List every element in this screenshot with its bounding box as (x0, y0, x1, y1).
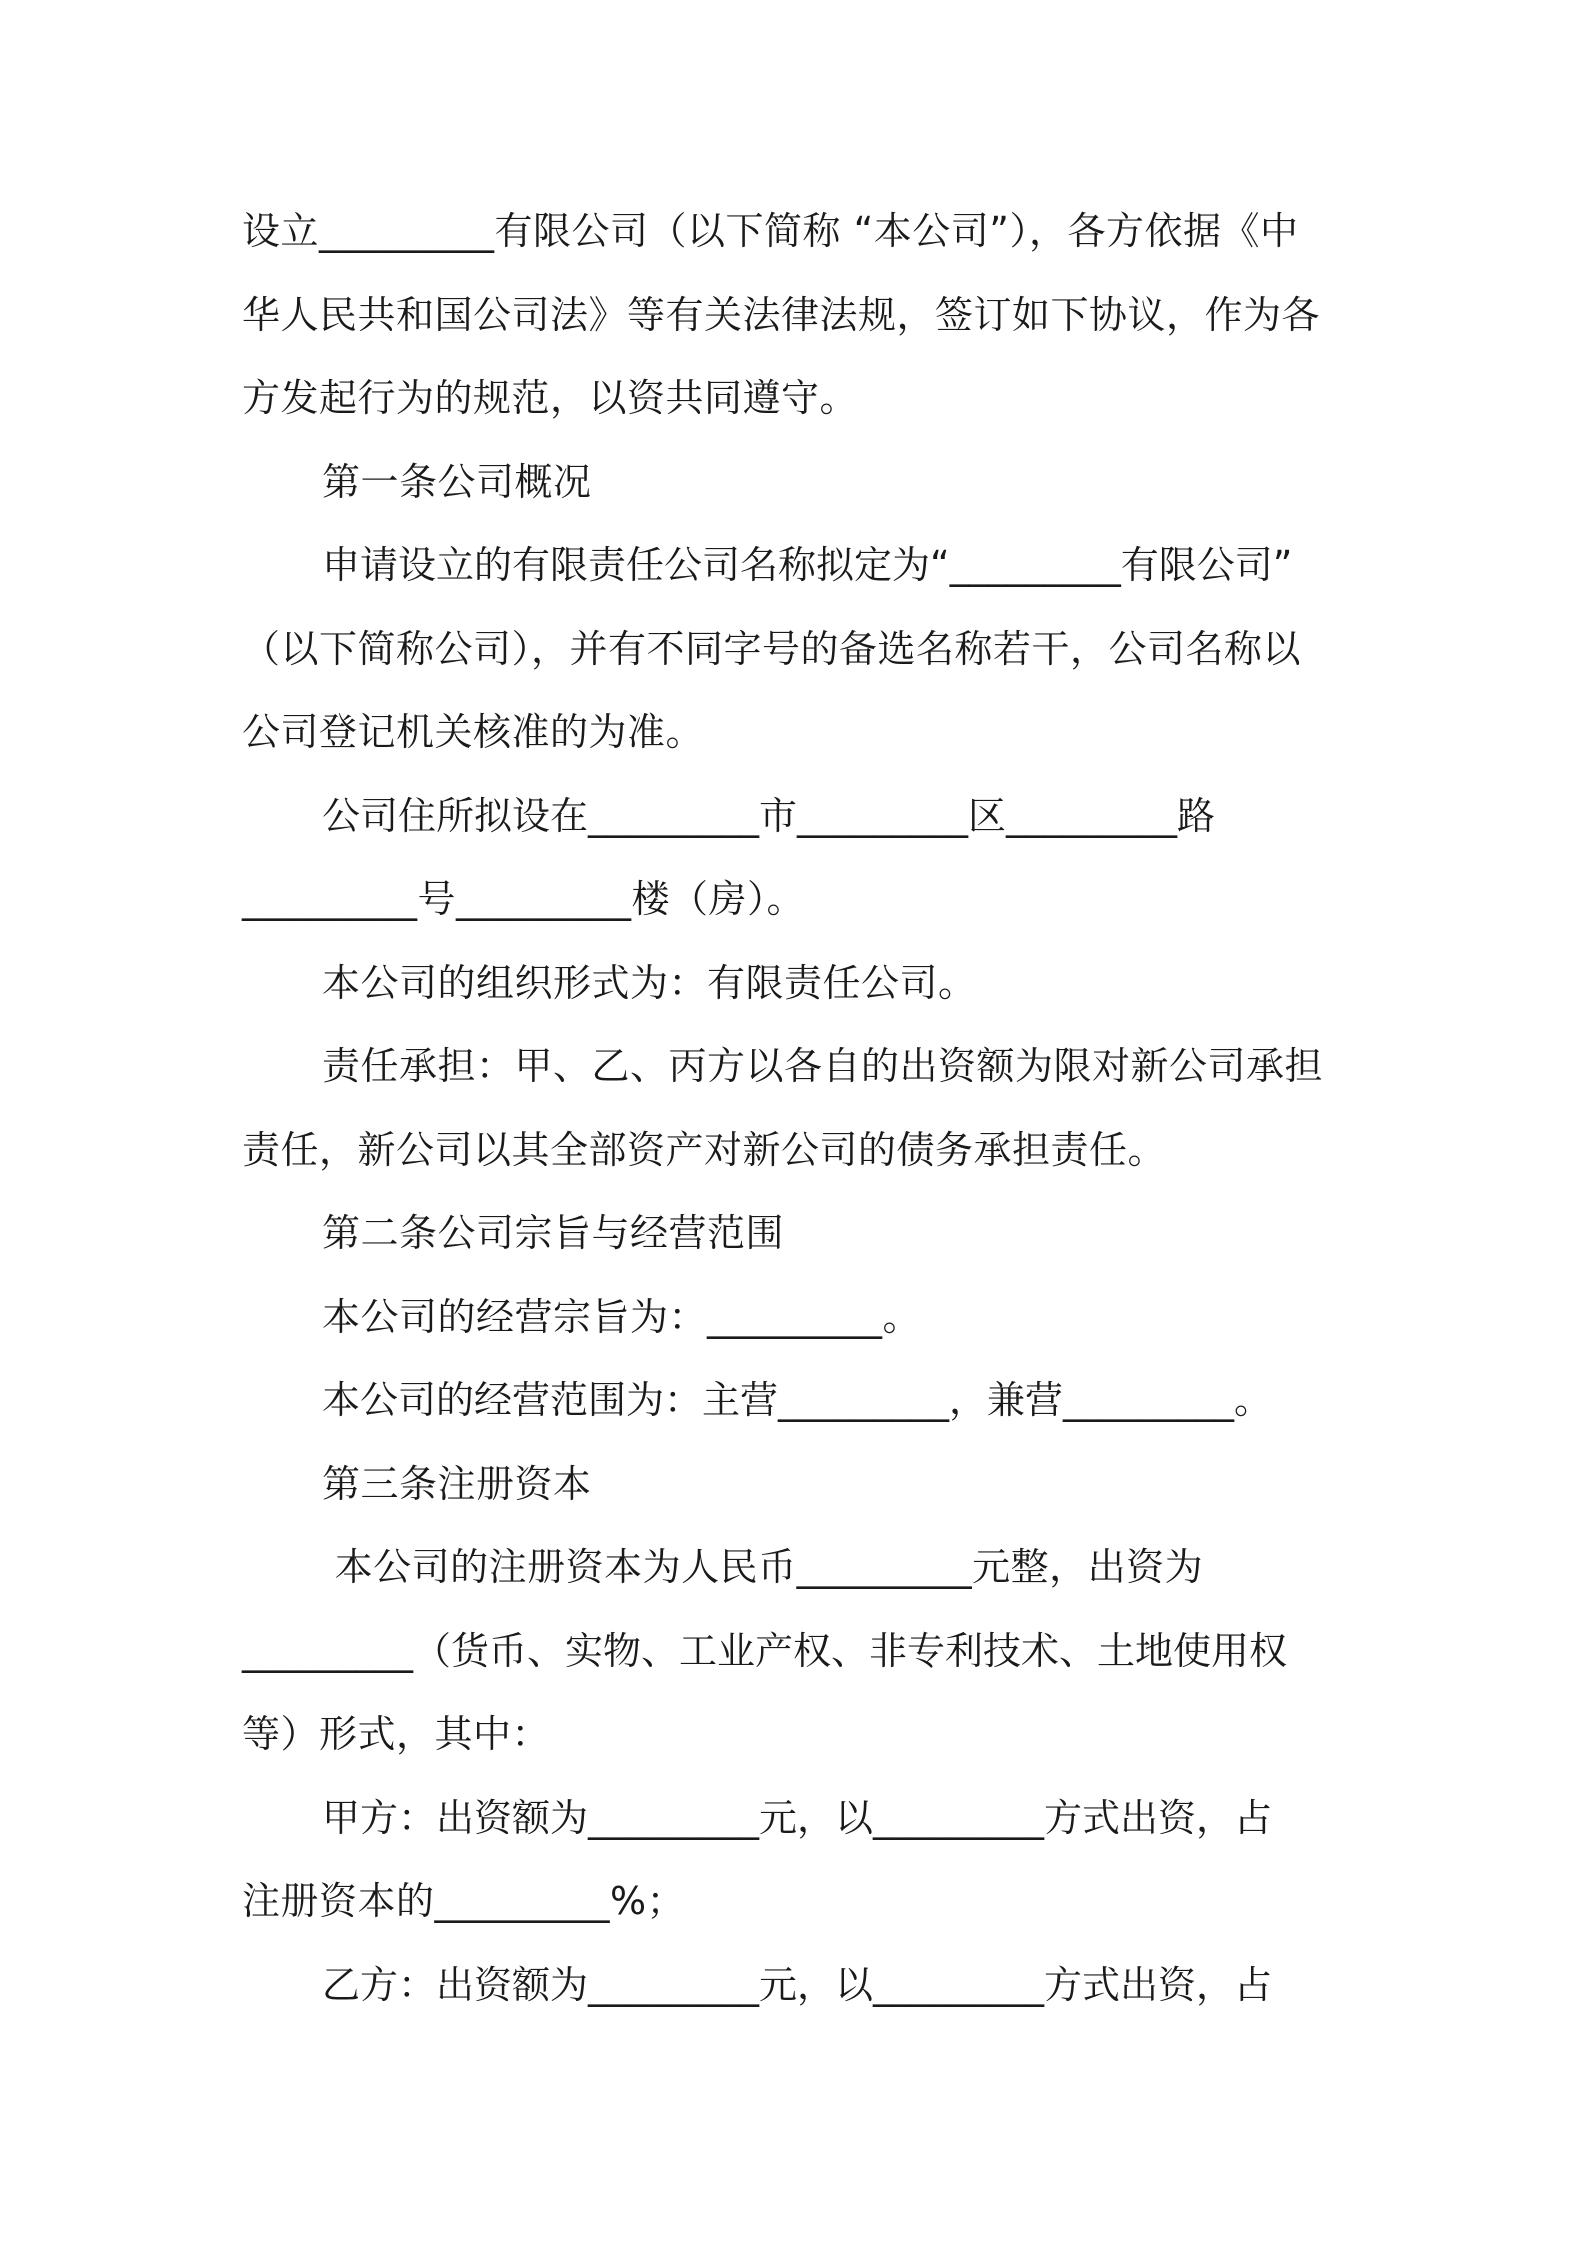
text-line: 本公司的组织形式为：有限责任公司。 (322, 960, 977, 1005)
text-line: _________号_________楼（房）。 (242, 877, 806, 921)
text-line: 本公司的经营宗旨为：_________。 (322, 1294, 922, 1339)
text-line: 公司登记机关核准的为准。 (242, 710, 705, 754)
text-line: 责任承担：甲、乙、丙方以各自的出资额为限对新公司承担 (322, 1044, 1324, 1088)
text-line: 甲方：出资额为_________元，以_________方式出资，占 (322, 1795, 1273, 1840)
section-heading: 第二条公司宗旨与经营范围 (322, 1211, 785, 1255)
text-line: 公司住所拟设在_________市_________区_________路 (322, 793, 1216, 838)
text-line: 本公司的注册资本为人民币_________元整，出资为 (322, 1545, 1204, 1589)
text-line: _________（货币、实物、工业产权、非专利技术、土地使用权 (242, 1628, 1288, 1673)
document-body (242, 190, 1362, 2027)
text-line: 本公司的经营范围为：主营_________，兼营_________。 (322, 1378, 1273, 1422)
text-line: 华人民共和国公司法》等有关法律法规，签订如下协议，作为各 (242, 292, 1321, 337)
text-line: 申请设立的有限责任公司名称拟定为“_________有限公司” (322, 543, 1293, 587)
text-line: 注册资本的_________%； (242, 1879, 686, 1923)
section-heading: 第一条公司概况 (322, 459, 592, 504)
text-line: 等）形式，其中： (242, 1712, 551, 1756)
text-line: （以下简称公司），并有不同字号的备选名称若干，公司名称以 (242, 626, 1302, 671)
text-line: 设立_________有限公司（以下简称 “本公司”），各方依据《中 (242, 209, 1299, 253)
text-line: 方发起行为的规范，以资共同遵守。 (242, 376, 859, 420)
text-line: 乙方：出资额为_________元，以_________方式出资，占 (322, 1962, 1273, 2007)
section-heading: 第三条注册资本 (322, 1461, 592, 1506)
text-line: 责任，新公司以其全部资产对新公司的债务承担责任。 (242, 1127, 1167, 1172)
